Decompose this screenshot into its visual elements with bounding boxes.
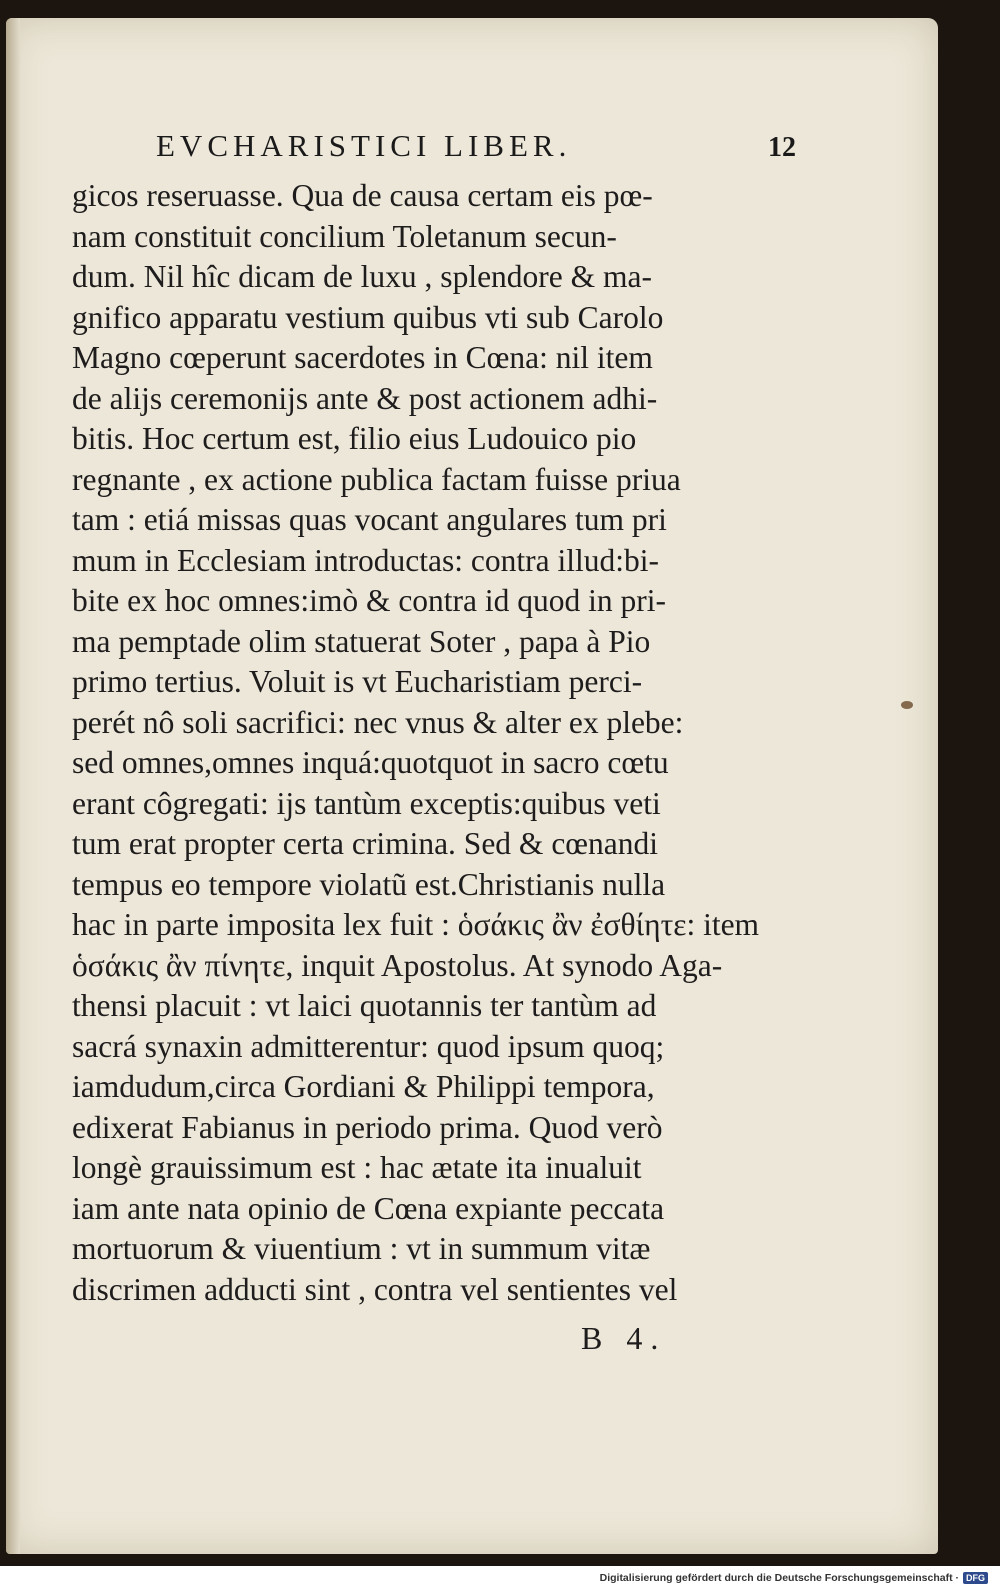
text-line: sed omnes,omnes inquá:quotquot in sacro cœtu [72,745,669,780]
book-page [6,18,938,1554]
running-head: EVCHARISTICI LIBER. [156,128,572,163]
paper-stain [901,701,913,709]
text-line: ma pemptade olim statuerat Soter , papa à Pio [72,623,651,659]
text-line: primo tertius. Voluit is vt Eucharistiam perci- [72,664,643,699]
page-number: 12 [768,132,796,163]
text-line: tum erat propter certa crimina. Sed & cœnandi [72,826,659,861]
text-line: nam constituit concilium Toletanum secun- [72,218,617,254]
text-line: longè grauissimum est : hac ætate ita inualuit [72,1150,642,1185]
body-text [72,176,792,1310]
text-line: mum in Ecclesiam introductas: contra illud:bi- [72,542,659,578]
text-line: bite ex hoc omnes:imò & contra id quod in pri- [72,583,667,618]
text-line: tempus eo tempore violatũ est.Christianis nulla [72,866,666,902]
footer-bar [0,1566,1000,1590]
text-line: iam ante nata opinio de Cœna expiante peccata [72,1190,665,1226]
text-line: hac in parte imposita lex fuit : ὁσάκις ἂν ἐσθίητε: item [72,907,760,942]
text-line: regnante , ex actione publica factam fuisse priua [72,461,681,497]
text-line: thensi placuit : vt laici quotannis ter tantùm ad [72,988,657,1023]
text-line: tam : etiá missas quas vocant angulares tum pri [72,502,667,537]
page-edge [6,18,20,1554]
dfg-logo-icon: DFG [963,1572,988,1584]
funding-credit: Digitalisierung gefördert durch die Deutsche Forschungsgemeinschaft · [599,1572,959,1584]
text-line: gicos reseruasse. Qua de causa certam eis pœ- [72,178,653,213]
text-line: sacrá synaxin admitterentur: quod ipsum quoq; [72,1028,665,1064]
text-line: perét nô soli sacrifici: nec vnus & alter ex plebe: [72,704,684,740]
text-line: discrimen adducti sint , contra vel sentientes vel [72,1271,678,1307]
text-line: erant côgregati: ijs tantùm exceptis:quibus veti [72,785,661,821]
text-line: dum. Nil hîc dicam de luxu , splendore & ma- [72,259,652,294]
text-line: ὁσάκις ἂν πίνητε, inquit Apostolus. At synodo Aga- [72,947,723,983]
text-line: mortuorum & viuentium : vt in summum vitæ [72,1231,651,1266]
text-line: de alijs ceremonijs ante & post actionem adhi- [72,380,658,416]
text-line: gnifico apparatu vestium quibus vti sub Carolo [72,299,664,335]
page-header [156,128,796,164]
text-line: edixerat Fabianus in periodo prima. Quod verò [72,1109,663,1145]
signature-mark: B 4. [581,1320,667,1356]
text-line: bitis. Hoc certum est, filio eius Ludouico pio [72,421,637,456]
text-line: Magno cœperunt sacerdotes in Cœna: nil item [72,340,653,375]
text-line: iamdudum,circa Gordiani & Philippi tempora, [72,1069,655,1104]
